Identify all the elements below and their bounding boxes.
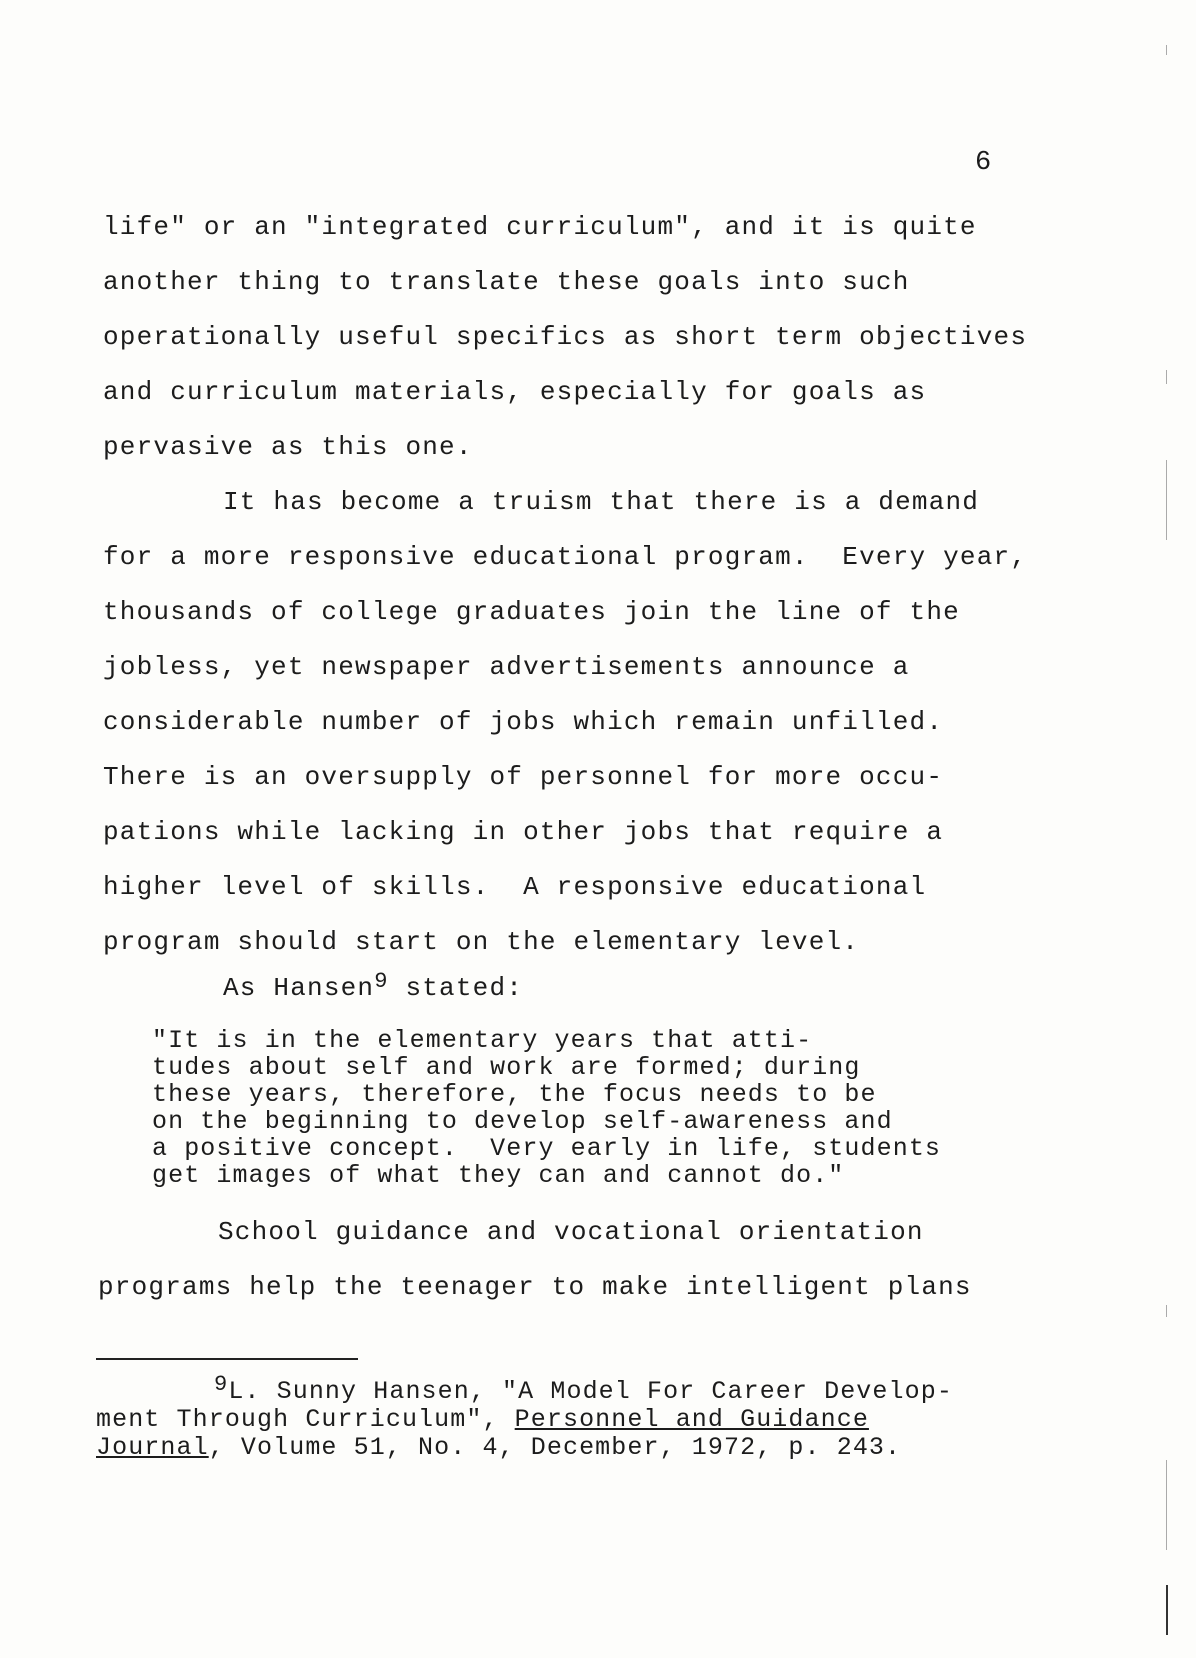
closing-paragraph bbox=[98, 1205, 972, 1315]
footnote-reference: 9 bbox=[374, 969, 389, 994]
quote-intro bbox=[223, 968, 523, 1008]
text-line: thousands of college graduates join the line of the bbox=[103, 597, 960, 627]
quote-line: get images of what they can and cannot do." bbox=[152, 1161, 845, 1190]
footnote-line bbox=[96, 1406, 953, 1434]
footnote-text: L. Sunny Hansen, "A Model For Career Develop- bbox=[228, 1377, 953, 1406]
text-line: jobless, yet newspaper advertisements announce a bbox=[103, 652, 910, 682]
footnote-text: ment Through Curriculum", bbox=[96, 1405, 515, 1434]
scan-edge-marks bbox=[1166, 40, 1170, 1640]
text-line: pervasive as this one. bbox=[103, 432, 473, 462]
journal-title: Journal bbox=[96, 1433, 209, 1462]
footnote-text: , Volume 51, No. 4, December, 1972, p. 243. bbox=[208, 1433, 902, 1462]
text-line: and curriculum materials, especially for goals as bbox=[103, 377, 927, 407]
footnote-divider bbox=[96, 1358, 358, 1360]
block-quote bbox=[152, 1027, 941, 1189]
journal-title: Personnel and Guidance bbox=[514, 1405, 869, 1434]
footnote bbox=[96, 1372, 953, 1462]
page-number: 6 bbox=[975, 148, 992, 178]
main-text bbox=[103, 200, 1063, 970]
text-line: School guidance and vocational orientation bbox=[218, 1217, 924, 1247]
text-line: It has become a truism that there is a demand bbox=[223, 487, 980, 517]
text-line: another thing to translate these goals into such bbox=[103, 267, 910, 297]
quote-intro-text: As Hansen bbox=[223, 973, 375, 1003]
quote-intro-text: stated: bbox=[388, 973, 524, 1003]
text-line: life" or an "integrated curriculum", and it is quite bbox=[103, 212, 977, 242]
text-line: programs help the teenager to make intelligent plans bbox=[98, 1272, 972, 1302]
text-line: There is an oversupply of personnel for more occu- bbox=[103, 762, 944, 792]
quote-line: a positive concept. Very early in life, students bbox=[152, 1134, 942, 1163]
footnote-mark: 9 bbox=[214, 1372, 229, 1397]
footnote-line bbox=[96, 1434, 953, 1462]
text-line: pations while lacking in other jobs that require a bbox=[103, 817, 944, 847]
footnote-line bbox=[96, 1372, 953, 1406]
quote-line: on the beginning to develop self-awareness and bbox=[152, 1107, 893, 1136]
text-line: program should start on the elementary level. bbox=[103, 927, 860, 957]
text-line: higher level of skills. A responsive educational bbox=[103, 872, 927, 902]
quote-line: these years, therefore, the focus needs to be bbox=[152, 1080, 877, 1109]
text-line: considerable number of jobs which remain unfilled. bbox=[103, 707, 944, 737]
quote-line: tudes about self and work are formed; during bbox=[152, 1053, 861, 1082]
quote-line: "It is in the elementary years that atti- bbox=[152, 1026, 813, 1055]
text-line: for a more responsive educational program. Every year, bbox=[103, 542, 1028, 572]
text-line: operationally useful specifics as short term objectives bbox=[103, 322, 1028, 352]
